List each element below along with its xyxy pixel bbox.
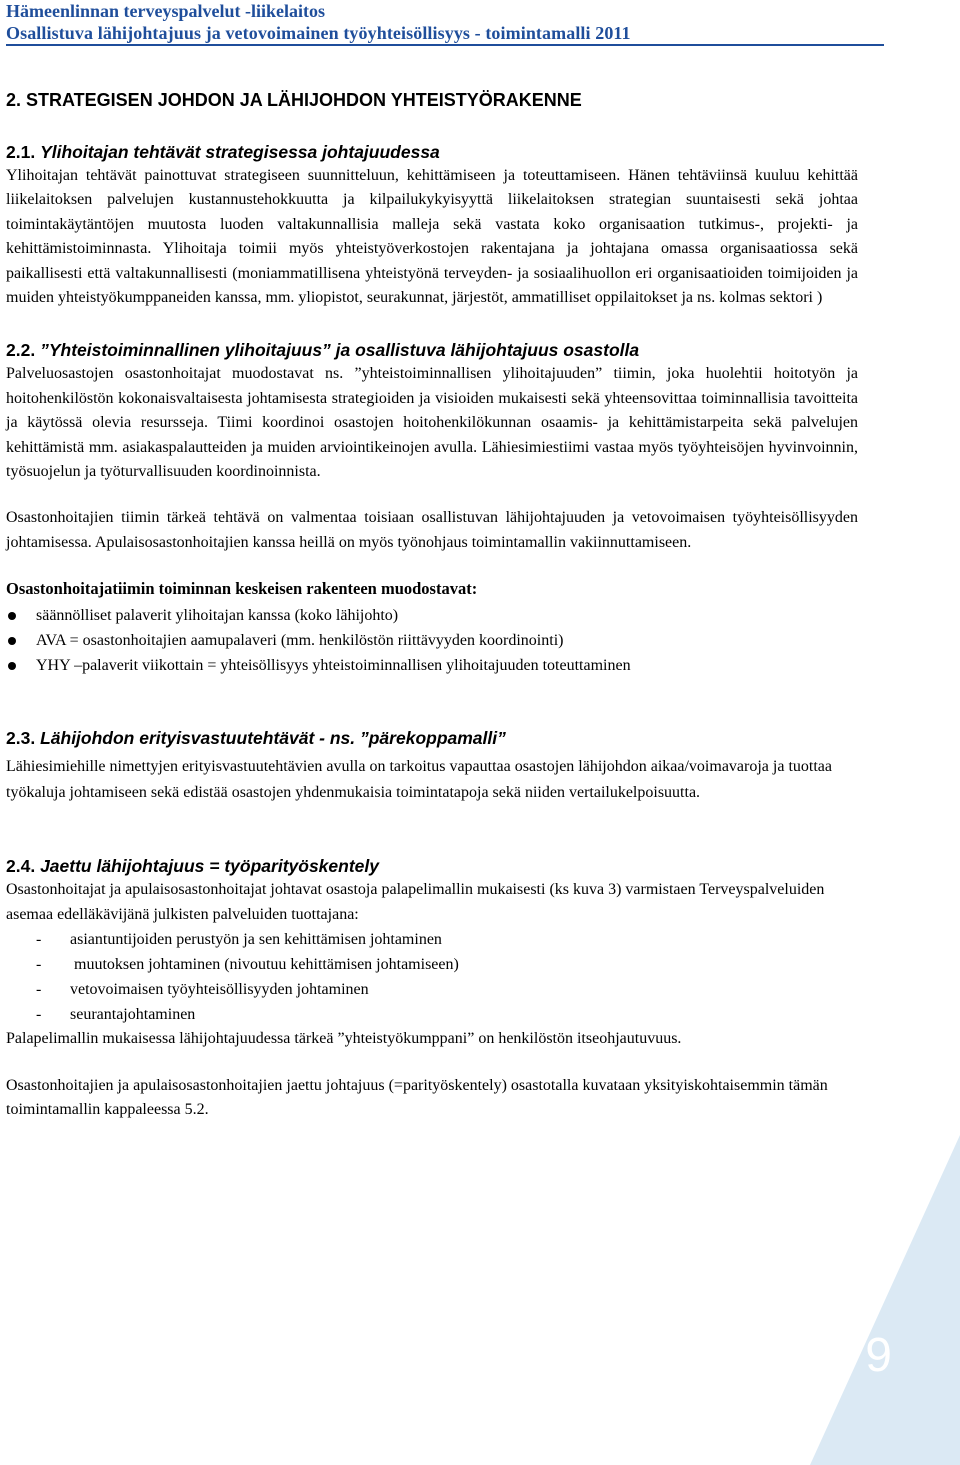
- list-item: YHY –palaverit viikottain = yhteisöllisyys yhteistoiminnallisen ylihoitajuuden toteuttaminen: [6, 653, 858, 678]
- section-2-2-body-2: Osastonhoitajien tiimin tärkeä tehtävä on valmentaa toisiaan osallistuvan lähijohtajuuden ja vetovoimaisen työyhteisöllisyyden johtamisessa. Apulaisosastonhoitajien kanssa heillä on myös työnohjaus toimintamallin vakiinnuttamiseen.: [6, 509, 858, 551]
- section-2-2-body-1: Palveluosastojen osastonhoitajat muodostavat ns. ”yhteistoiminnallisen ylihoitajuuden” tiimin, joka huolehtii hoitotyön ja hoitohenkilöstön kokonaisvaltaisesta johtamisesta strategioiden ja visioiden mukaisesti sekä yhteensovittaa toiminnallisia tavoitteita ja käytössä olevia resursseja. Tiimi koordinoi osastojen hoitohenkilökunnan osaamis- ja kehittämistarpeita sekä palvelujen kehittämistä mm. asiakaspalautteiden ja muiden arviointikeinojen avulla. Lähiesimiestiimi vastaa myös työyhteisöjen hyvinvoinnin, työsuojelun ja työturvallisuuden koordinoinnista.: [6, 365, 858, 481]
- bullet-list: [6, 603, 858, 678]
- page-number: 9: [865, 1329, 892, 1382]
- header-rule: [6, 44, 884, 46]
- section-2-4-body-2: Palapelimallin mukaisessa lähijohtajuudessa tärkeä ”yhteistyökumppani” on henkilöstön itseohjautuvuus.: [6, 1030, 682, 1048]
- list-item: - seurantajohtaminen: [36, 1006, 196, 1024]
- section-2-4-heading: [6, 854, 858, 878]
- dash-list: [6, 927, 858, 1027]
- section-title: Ylihoitajan tehtävät strategisessa johtajuudessa: [40, 142, 440, 162]
- section-2-3-heading: [6, 726, 858, 750]
- bullet-icon: [8, 637, 16, 645]
- list-item: AVA = osastonhoitajien aamupalaveri (mm. henkilöstön riittävyyden koordinointi): [6, 628, 858, 653]
- section-title: Lähijohdon erityisvastuutehtävät - ns. ”pärekoppamalli”: [40, 728, 506, 749]
- list-item: - asiantuntijoiden perustyön ja sen kehittämisen johtaminen: [36, 931, 442, 949]
- page-header: [6, 0, 886, 44]
- section-title: ”Yhteistoiminnallinen ylihoitajuus” ja osallistuva lähijohtajuus osastolla: [40, 340, 640, 361]
- section-number: 2.4.: [6, 856, 36, 877]
- section-number: 2.2.: [6, 340, 36, 361]
- section-2-4-body-1: Osastonhoitajat ja apulaisosastonhoitajat johtavat osastoja palapelimallin mukaisesti (ks kuva 3) varmistaen Terveyspalveluiden asemaa edelläkävijänä julkisten palveluiden tuottajana:: [6, 881, 825, 923]
- section-2-heading: 2. STRATEGISEN JOHDON JA LÄHIJOHDON YHTEISTYÖRAKENNE: [6, 90, 582, 110]
- bullet-icon: [8, 662, 16, 670]
- section-2-1-heading: [6, 140, 858, 164]
- list-item: - muutoksen johtaminen (nivoutuu kehittämisen johtamiseen): [36, 956, 459, 974]
- document-subtitle: Osallistuva lähijohtajuus ja vetovoimainen työyhteisöllisyys - toimintamalli 2011: [6, 23, 631, 43]
- list-title: Osastonhoitajatiimin toiminnan keskeisen rakenteen muodostavat:: [6, 579, 478, 599]
- organization-name: Hämeenlinnan terveyspalvelut -liikelaitos: [6, 1, 325, 21]
- section-2-1-body: Ylihoitajan tehtävät painottuvat strategiseen suunnitteluun, kehittämiseen ja toteuttamiseen. Hänen tehtäviinsä kuuluu kehittää liikelaitoksen palvelujen kustannustehokkuutta ja kilpailukykyisyyttä liikelaitoksen strategian suuntaisesti sekä johtaa toimintakäytäntöjen muutosta luoden valtakunnallisia malleja sekä vastata koko organisaation tutkimus-, projekti- ja kehittämistoiminnasta. Ylihoitaja toimii myös yhteistyöverkostojen rakentajana ja johtajana omassa organisaatiossa sekä paikallisesti että valtakunnallisesti (moniammatillisena yhteistyönä terveyden- ja sosiaalihuollon eri organisaatioiden toimijoiden ja muiden yhteistyökumppaneiden kanssa, mm. yliopistot, seurakunnat, järjestöt, ammatilliset oppilaitokset ja ns. kolmas sektori ): [6, 167, 858, 307]
- section-title: Jaettu lähijohtajuus = työparityöskentely: [40, 856, 379, 877]
- page-corner-decoration: [810, 1135, 960, 1465]
- document-body: [6, 88, 858, 1122]
- section-number: 2.1.: [6, 142, 36, 162]
- bullet-icon: [8, 612, 16, 620]
- list-item: säännölliset palaverit ylihoitajan kanssa (koko lähijohto): [6, 603, 858, 628]
- section-2-4-body-3: Osastonhoitajien ja apulaisosastonhoitajien jaettu johtajuus (=parityöskentely) osastotalla kuvataan yksityiskohtaisemmin tämän toimintamallin kappaleessa 5.2.: [6, 1076, 828, 1118]
- section-2-3-body: Lähiesimiehille nimettyjen erityisvastuutehtävien avulla on tarkoitus vapauttaa osastojen lähijohdon aikaa/voimavaroja ja tuottaa työkaluja johtamiseen sekä edistää osastojen yhdenmukaisia toimintatapoja sekä niiden vertailukelpoisuutta.: [6, 758, 832, 802]
- list-item: - vetovoimaisen työyhteisöllisyyden johtaminen: [36, 981, 369, 999]
- section-number: 2.3.: [6, 728, 36, 749]
- section-2-2-heading: [6, 338, 858, 362]
